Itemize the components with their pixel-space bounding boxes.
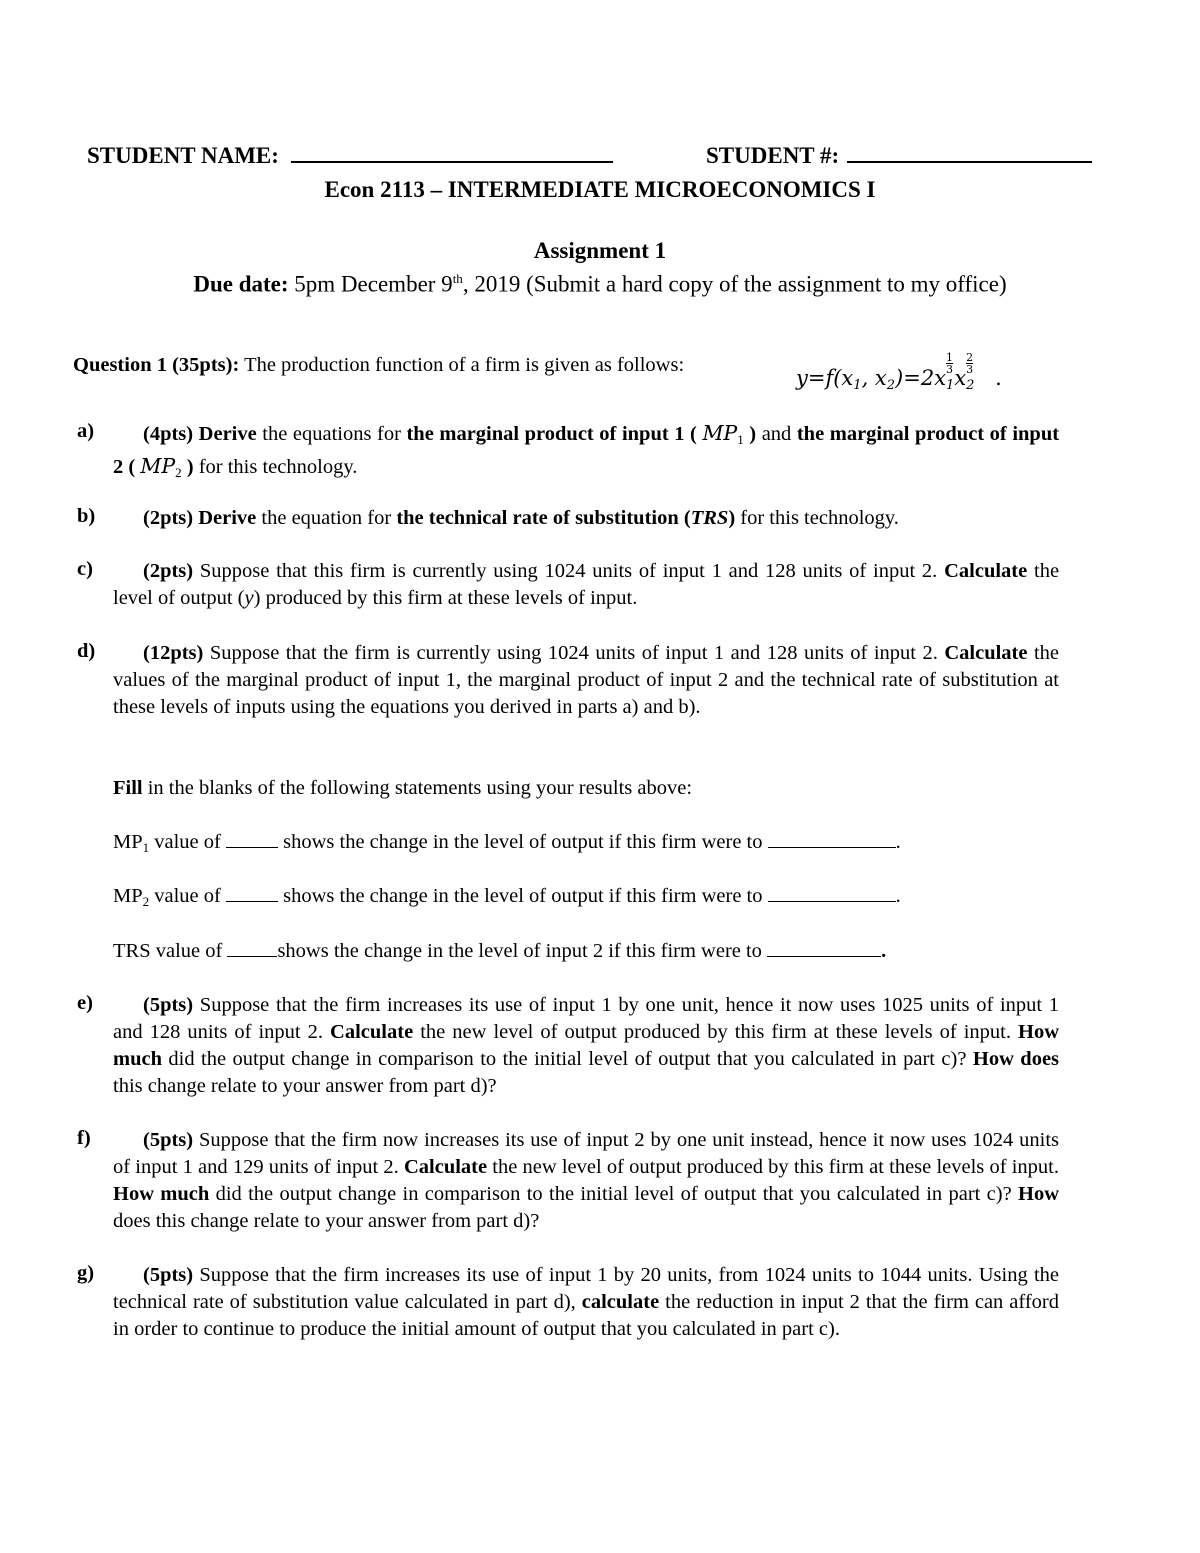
due-time: 5pm December 9 <box>294 271 453 297</box>
part-a-mp1-sub: 1 <box>737 432 744 447</box>
part-a-pts: (4pts) <box>143 423 194 445</box>
s1-sub: 1 <box>142 840 150 855</box>
part-f-hw: How <box>1018 1183 1059 1205</box>
trs-value-blank[interactable] <box>227 938 277 957</box>
student-name-blank[interactable] <box>291 161 613 163</box>
exp1-num: 1 <box>946 351 954 364</box>
s3-a: TRS value of <box>113 940 223 962</box>
part-g-text <box>113 1262 1059 1343</box>
part-c-t2: the level of output ( <box>113 560 1060 609</box>
formula-lhs: y=f(x <box>796 366 854 390</box>
formula-eq: )=2x <box>895 366 947 390</box>
part-b-label: b) <box>77 505 96 527</box>
part-b-text <box>113 505 1059 532</box>
due-rest: , 2019 (Submit a hard copy of the assignment to my office) <box>462 271 1007 297</box>
part-e-hm: How much <box>113 1021 1060 1070</box>
part-f-t4: does this change relate to your answer from part d)? <box>113 1210 540 1232</box>
s2-a: MP <box>113 885 143 907</box>
part-a-mp2-sub: 2 <box>175 465 182 480</box>
part-a-t1: the equations for <box>262 423 401 445</box>
part-b-pts: (2pts) <box>143 507 194 529</box>
student-number-blank[interactable] <box>847 161 1092 163</box>
part-g-label: g) <box>77 1262 95 1284</box>
part-c-y: y <box>244 587 254 609</box>
part-a-t3: for this technology. <box>198 456 358 478</box>
part-a-b4: ) <box>186 456 194 478</box>
part-a-t2: and <box>761 423 792 445</box>
part-e-hd: How does <box>972 1048 1060 1070</box>
fill-instructions <box>113 775 692 802</box>
course-title: Econ 2113 – INTERMEDIATE MICROECONOMICS I <box>324 177 876 202</box>
part-f-t2: the new level of output produced by this firm at these levels of input. <box>492 1156 1059 1178</box>
part-d-t1: Suppose that the firm is currently using 1024 units of input 1 and 128 units of input 2. <box>209 642 938 664</box>
formula-sub2b: 2 <box>966 378 975 393</box>
statement-mp2 <box>113 883 901 915</box>
part-c-t3: ) produced by this firm at these levels of input. <box>253 587 638 609</box>
part-f-label: f) <box>77 1127 91 1149</box>
part-f-t1: Suppose that the firm now increases its use of input 2 by one unit instead, hence it now uses 1024 units of input 1 and 129 units of input 2. <box>113 1129 1060 1178</box>
part-b-t2: for this technology. <box>740 507 899 529</box>
part-b-trs: TRS <box>690 507 729 529</box>
part-a-b2: ) <box>749 423 757 445</box>
part-e-text <box>113 992 1059 1100</box>
student-name-row <box>87 143 613 169</box>
part-a-mp2: MP <box>140 454 176 478</box>
assignment-title: Assignment 1 <box>533 238 667 263</box>
question-1-intro <box>73 352 684 379</box>
s2-b: value of <box>154 885 221 907</box>
part-a-b3: the marginal product of input 2 ( <box>113 423 1060 478</box>
statement-trs <box>113 938 886 965</box>
due-date <box>0 271 1200 298</box>
part-c-pts: (2pts) <box>143 560 194 582</box>
student-number-label: STUDENT #: <box>706 143 840 168</box>
formula-x2: x <box>954 366 967 390</box>
fill-bold: Fill <box>113 777 143 799</box>
mp1-action-blank[interactable] <box>768 829 896 848</box>
exp2-den: 3 <box>966 363 974 376</box>
part-a-label: a) <box>77 420 95 442</box>
formula-trailing: . <box>995 366 1002 390</box>
part-d-label: d) <box>77 640 96 662</box>
part-e-t2: the new level of output produced by this firm at these levels of input. <box>420 1021 1011 1043</box>
part-e-calc: Calculate <box>330 1021 414 1043</box>
part-a-derive: Derive <box>198 423 257 445</box>
s3-c: shows the change in the level of input 2 if this firm were to <box>277 940 762 962</box>
part-e-t4: this change relate to your answer from part d)? <box>113 1075 497 1097</box>
part-g-t1: Suppose that the firm increases its use of input 1 by 20 units, from 1024 units to 1044 units. Using the technical rate of substitution value calculated in part d), <box>113 1264 1059 1313</box>
due-sup: th <box>452 271 463 286</box>
exp2-num: 2 <box>966 351 974 364</box>
part-e-t1: Suppose that the firm increases its use of input 1 by one unit, hence it now uses 1025 units of input 1 and 128 units of input 2. <box>113 994 1060 1043</box>
part-g-pts: (5pts) <box>143 1264 194 1286</box>
part-e-label: e) <box>77 992 93 1014</box>
part-b-b2: ) <box>728 507 736 529</box>
part-d-t2: the values of the marginal product of input 1, the marginal product of input 2 and the technical rate of substitution at these levels of inputs using the equations you derived in parts a) and b). <box>113 642 1059 718</box>
part-c-t1: Suppose that this firm is currently using 1024 units of input 1 and 128 units of input 2. <box>199 560 938 582</box>
part-e-t3: did the output change in comparison to the initial level of output that you calculated in part c)? <box>168 1048 967 1070</box>
part-a-text <box>113 420 1059 486</box>
mp2-value-blank[interactable] <box>226 883 278 902</box>
mp2-action-blank[interactable] <box>768 883 896 902</box>
fill-text: in the blanks of the following statements using your results above: <box>147 777 693 799</box>
part-c-text <box>113 558 1059 612</box>
question-1-text: The production function of a firm is given as follows: <box>244 354 685 376</box>
mp1-value-blank[interactable] <box>226 829 278 848</box>
s3-end: . <box>881 940 887 962</box>
part-f-pts: (5pts) <box>143 1129 194 1151</box>
exp1-den: 3 <box>946 363 954 376</box>
part-d-pts: (12pts) <box>143 642 204 664</box>
exponent-2 <box>966 352 973 375</box>
part-a-mp1: MP <box>702 421 738 445</box>
part-e-pts: (5pts) <box>143 994 194 1016</box>
part-b-derive: Derive <box>198 507 257 529</box>
s1-c: shows the change in the level of output if this firm were to <box>283 831 763 853</box>
part-c-label: c) <box>77 558 93 580</box>
part-g-calc: calculate <box>581 1291 660 1313</box>
part-c-calc: Calculate <box>944 560 1028 582</box>
part-g-t2: the reduction in input 2 that the firm can afford in order to continue to produce the initial amount of output that you calculated in part c). <box>113 1291 1059 1340</box>
exponent-1 <box>946 352 953 375</box>
s1-a: MP <box>113 831 143 853</box>
s1-b: value of <box>154 831 221 853</box>
part-b-t1: the equation for <box>261 507 392 529</box>
formula-sub1: 1 <box>853 378 862 393</box>
s1-end: . <box>895 831 901 853</box>
formula-sub1b: 1 <box>946 378 955 393</box>
formula-sub2: 2 <box>886 378 896 393</box>
s2-sub: 2 <box>142 894 150 909</box>
statement-mp1 <box>113 829 901 861</box>
formula-mid: , x <box>861 366 887 390</box>
student-number-row <box>706 143 1092 169</box>
part-d-text <box>113 640 1059 721</box>
production-function-formula <box>796 352 1002 393</box>
s2-end: . <box>895 885 901 907</box>
part-f-hm: How much <box>113 1183 210 1205</box>
part-a-b1: the marginal product of input 1 ( <box>406 423 697 445</box>
due-label: Due date: <box>193 271 289 297</box>
question-1-label: Question 1 (35pts): <box>73 354 240 376</box>
s2-c: shows the change in the level of output if this firm were to <box>283 885 763 907</box>
trs-action-blank[interactable] <box>767 938 881 957</box>
part-f-text <box>113 1127 1059 1235</box>
part-d-calc: Calculate <box>944 642 1028 664</box>
part-f-t3: did the output change in comparison to the initial level of output that you calculated in part c)? <box>215 1183 1012 1205</box>
student-name-label: STUDENT NAME: <box>87 143 279 168</box>
part-b-b1: the technical rate of substitution ( <box>396 507 691 529</box>
part-f-calc: Calculate <box>403 1156 488 1178</box>
